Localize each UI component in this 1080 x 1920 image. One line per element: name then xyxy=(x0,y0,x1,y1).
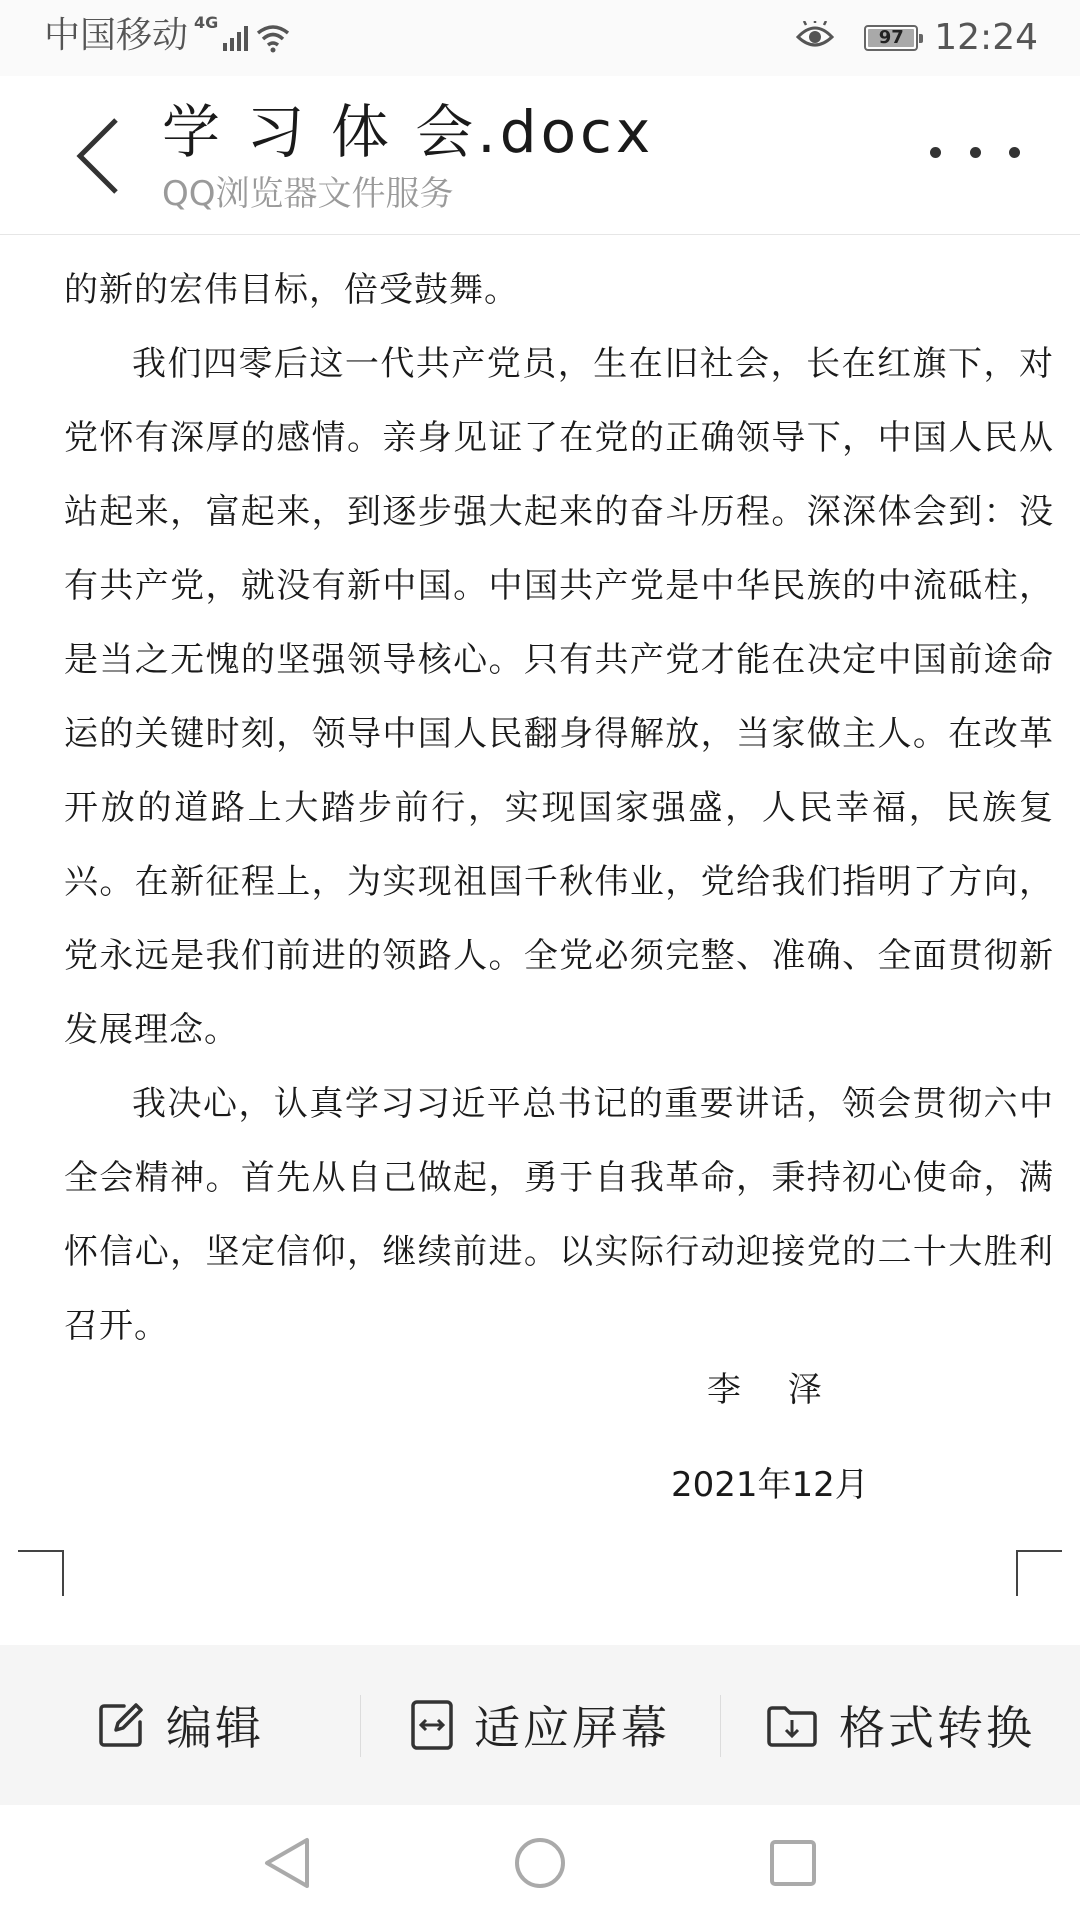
more-dots-icon xyxy=(930,147,941,158)
nav-home-button[interactable] xyxy=(495,1818,585,1908)
more-button[interactable] xyxy=(930,132,1020,172)
network-type: 4G xyxy=(194,13,219,32)
wifi-icon xyxy=(256,20,290,64)
paragraph: 我决心，认真学习习近平总书记的重要讲话，领会贯彻六中全会精神。首先从自己做起，勇于自我革命，秉持初心使命，满怀信心，坚定信仰，继续前进。以实际行动迎接党的二十大胜利召开。 xyxy=(64,1084,1054,1346)
page-corner-marker-right xyxy=(1016,1550,1062,1596)
document-title: 学 习 体 会.docx xyxy=(162,98,655,166)
document-text xyxy=(64,253,1054,1363)
format-convert-button[interactable] xyxy=(720,1645,1080,1805)
title-bar xyxy=(0,76,1080,235)
bottom-toolbar xyxy=(0,1645,1080,1805)
system-nav-bar xyxy=(0,1805,1080,1920)
more-dot xyxy=(1009,147,1020,158)
format-convert-label: 格式转换 xyxy=(839,1701,1035,1755)
signature-date: 2021年12月 xyxy=(671,1465,869,1505)
edit-icon xyxy=(96,1700,146,1750)
battery-level: 97 xyxy=(878,27,904,48)
edit-button[interactable] xyxy=(0,1645,360,1805)
folder-download-icon xyxy=(765,1701,819,1749)
eye-comfort-icon xyxy=(796,21,834,55)
chevron-left-icon xyxy=(76,116,120,196)
document-source: QQ浏览器文件服务 xyxy=(162,174,454,214)
edit-label: 编辑 xyxy=(166,1701,264,1755)
fit-screen-label: 适应屏幕 xyxy=(474,1701,670,1755)
back-button[interactable] xyxy=(58,106,138,206)
status-right xyxy=(796,14,1038,62)
page-corner-marker-left xyxy=(18,1550,64,1596)
circle-home-icon xyxy=(513,1836,567,1890)
fit-screen-button[interactable] xyxy=(360,1645,720,1805)
document-viewer[interactable] xyxy=(0,235,1080,1645)
paragraph-continued: 的新的宏伟目标，倍受鼓舞。 xyxy=(64,270,519,310)
author-signature: 李 泽 xyxy=(707,1370,840,1410)
status-bar xyxy=(0,0,1080,76)
carrier-name: 中国移动 xyxy=(44,15,189,56)
carrier-group xyxy=(44,14,290,64)
fit-screen-icon xyxy=(410,1699,454,1751)
paragraph: 我们四零后这一代共产党员，生在旧社会，长在红旗下，对党怀有深厚的感情。亲身见证了在党的正确领导下，中国人民从站起来，富起来，到逐步强大起来的奋斗历程。深深体会到：没有共产党，就没有新中国。中国共产党是中华民族的中流砥柱，是当之无愧的坚强领导核心。只有共产党才能在决定中国前途命运的关键时刻，领导中国人民翻身得解放，当家做主人。在改革开放的道路上大踏步前行，实现国家强盛，人民幸福，民族复兴。在新征程上，为实现祖国千秋伟业，党给我们指明了方向，党永远是我们前进的领路人。全党必须完整、准确、全面贯彻新发展理念。 xyxy=(64,344,1054,1050)
square-recent-icon xyxy=(768,1838,818,1888)
signal-icon xyxy=(222,20,252,64)
triangle-back-icon xyxy=(263,1836,311,1890)
more-dot xyxy=(970,147,981,158)
battery-indicator xyxy=(864,25,918,51)
nav-recent-button[interactable] xyxy=(748,1818,838,1908)
nav-back-button[interactable] xyxy=(242,1818,332,1908)
clock: 12:24 xyxy=(934,17,1038,58)
